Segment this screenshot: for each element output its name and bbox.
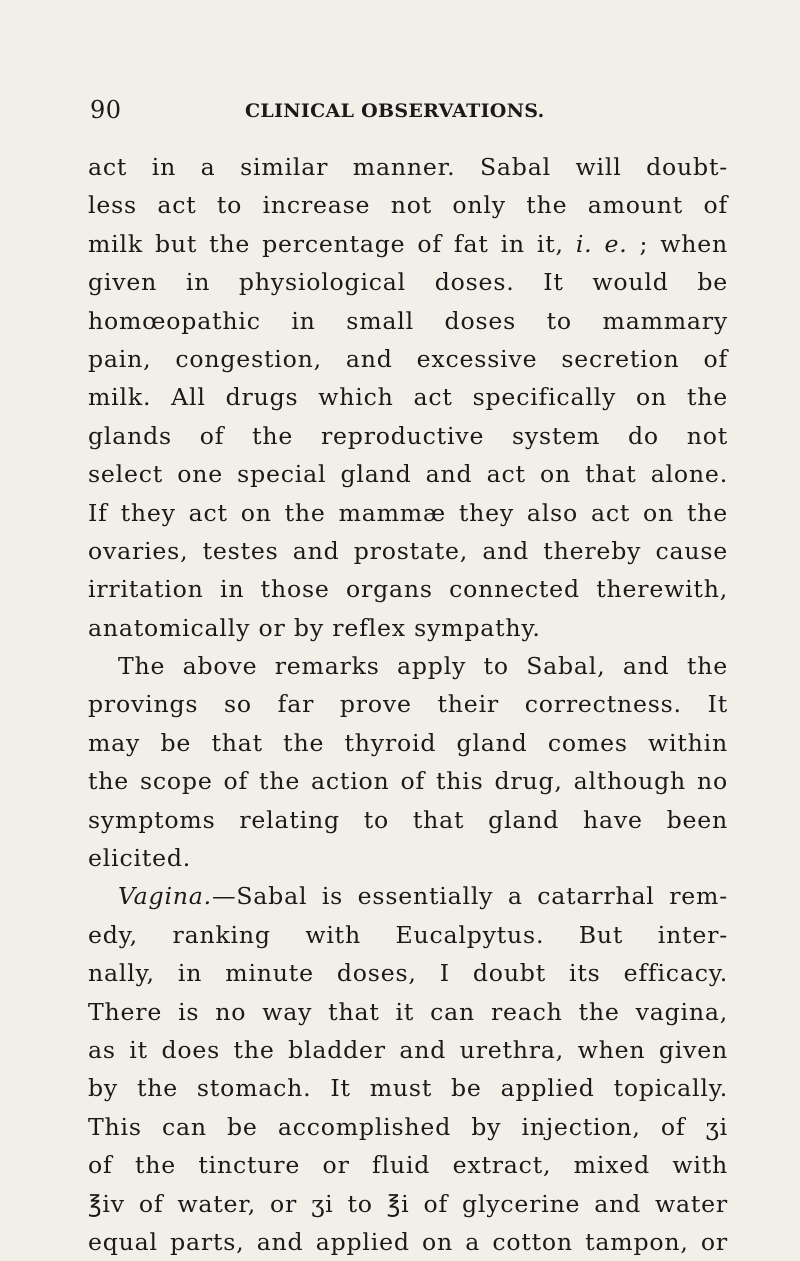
- text-line: may be that the thyroid gland comes within: [88, 728, 728, 757]
- text-line: irritation in those organs connected therewith,: [88, 575, 728, 604]
- section-heading-vagina: Vagina.: [118, 882, 212, 911]
- text-line: elicited.: [88, 844, 192, 873]
- text-line: milk but the percentage of fat in it, i. e. ; when: [88, 229, 728, 258]
- body-text: [88, 148, 728, 1261]
- text-line: edy, ranking with Eucalpytus. But inter-: [88, 920, 728, 949]
- text-line: equal parts, and applied on a cotton tampon, or: [88, 1227, 728, 1256]
- running-head: CLINICAL OBSERVATIONS.: [245, 100, 545, 122]
- text-line: homœopathic in small doses to mammary: [88, 306, 728, 335]
- text-line: less act to increase not only the amount of: [88, 191, 728, 220]
- text-line: Vagina.—Sabal is essentially a catarrhal rem-: [118, 882, 728, 911]
- text-line: If they act on the mammæ they also act on the: [88, 498, 728, 527]
- text-line: There is no way that it can reach the vagina,: [88, 997, 728, 1026]
- text-line: of the tincture or fluid extract, mixed with: [88, 1151, 728, 1180]
- text-line: This can be accomplished by injection, of ʒi: [88, 1112, 728, 1141]
- text-line: ℥iv of water, or ʒi to ℥i of glycerine and water: [88, 1189, 728, 1218]
- text-line: given in physiological doses. It would be: [88, 268, 728, 297]
- text-line: provings so far prove their correctness. It: [88, 690, 728, 719]
- text-line: select one special gland and act on that alone.: [88, 460, 728, 489]
- text-line: nally, in minute doses, I doubt its efficacy.: [88, 959, 728, 988]
- text-line: the scope of the action of this drug, although no: [88, 767, 728, 796]
- text-line: symptoms relating to that gland have been: [88, 805, 728, 834]
- page-number: 90: [90, 96, 122, 124]
- text-line: act in a similar manner. Sabal will doubt-: [88, 153, 728, 181]
- page-header: [90, 96, 720, 126]
- text-line: glands of the reproductive system do not: [88, 421, 728, 450]
- text-line: as it does the bladder and urethra, when given: [88, 1035, 728, 1064]
- text-line: anatomically or by reflex sympathy.: [88, 613, 541, 642]
- text-line: The above remarks apply to Sabal, and the: [118, 652, 728, 681]
- text-line: ovaries, testes and prostate, and thereby cause: [88, 536, 728, 565]
- text-line: milk. All drugs which act specifically on the: [88, 383, 728, 412]
- text-line: by the stomach. It must be applied topically.: [88, 1074, 728, 1103]
- text-line: pain, congestion, and excessive secretion of: [88, 344, 728, 373]
- italic-abbreviation: i. e.: [575, 229, 628, 258]
